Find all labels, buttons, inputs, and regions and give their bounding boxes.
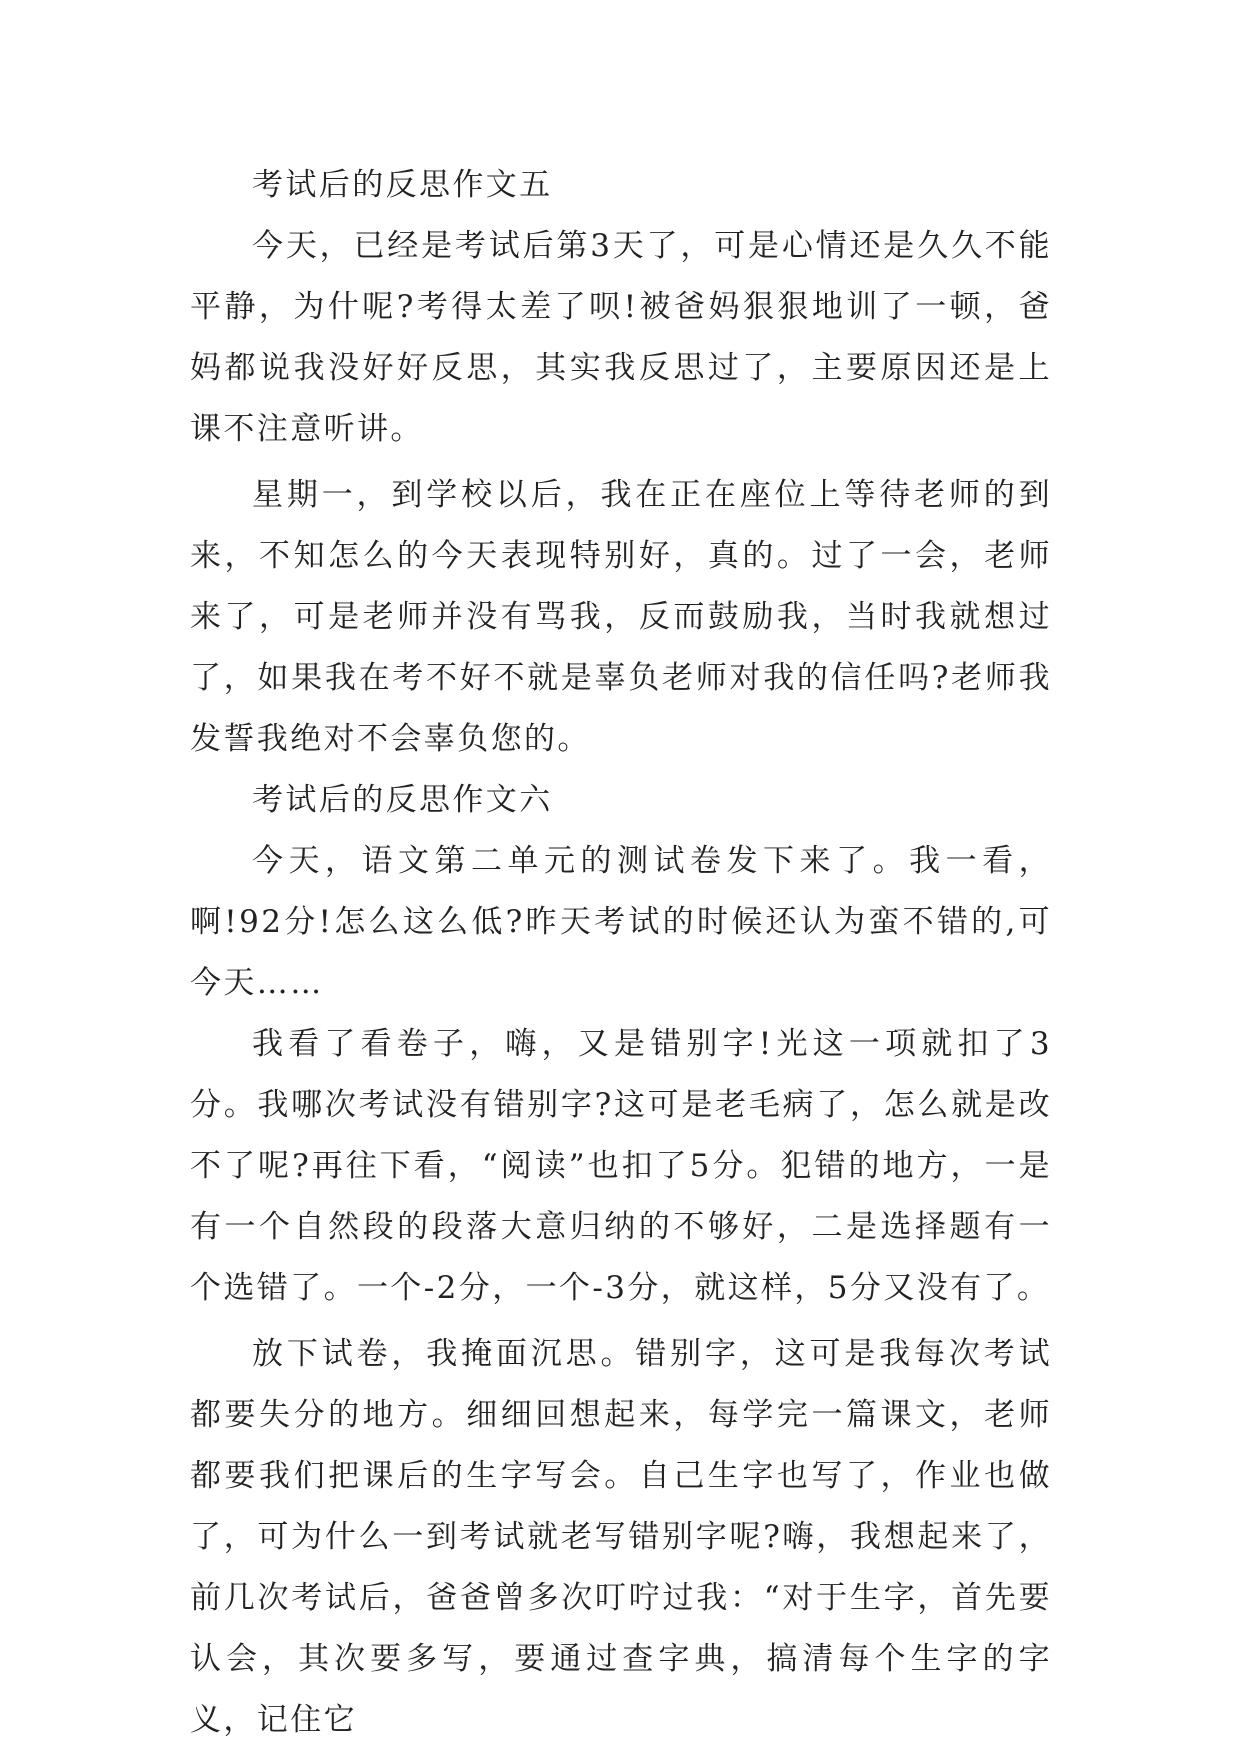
paragraph: 今天，语文第二单元的测试卷发下来了。我一看，啊!92分!怎么这么低?昨天考试的时候还认为蛮不错的,可今天……	[190, 843, 1052, 1001]
section-heading: 考试后的反思作文五	[252, 167, 553, 203]
paragraph: 今天，已经是考试后第3天了，可是心情还是久久不能平静，为什呢?考得太差了呗!被爸妈狠狠地训了一顿，爸妈都说我没好好反思，其实我反思过了，主要原因还是上课不注意听讲。	[190, 228, 1052, 447]
paragraph: 放下试卷，我掩面沉思。错别字，这可是我每次考试都要失分的地方。细细回想起来，每学完一篇课文，老师都要我们把课后的生字写会。自己生字也写了，作业也做了，可为什么一到考试就老写错别字呢?嗨，我想起来了，前几次考试后，爸爸曾多次叮咛过我：“对于生字，首先要认会，其次要多写，要通过查字典，搞清每个生字的字义，记住它	[190, 1336, 1052, 1738]
paragraph: 星期一，到学校以后，我在正在座位上等待老师的到来，不知怎么的今天表现特别好，真的。过了一会，老师来了，可是老师并没有骂我，反而鼓励我，当时我就想过了，如果我在考不好不就是辜负老师对我的信任吗?老师我发誓我绝对不会辜负您的。	[190, 477, 1052, 757]
document-body	[190, 155, 1052, 1751]
paragraph: 我看了看卷子，嗨，又是错别字!光这一项就扣了3分。我哪次考试没有错别字?这可是老毛病了，怎么就是改不了呢?再往下看，“阅读”也扣了5分。犯错的地方，一是有一个自然段的段落大意归纳的不够好，二是选择题有一个选错了。一个-2分，一个-3分，就这样，5分又没有了。	[190, 1026, 1052, 1306]
section-heading: 考试后的反思作文六	[252, 782, 553, 818]
